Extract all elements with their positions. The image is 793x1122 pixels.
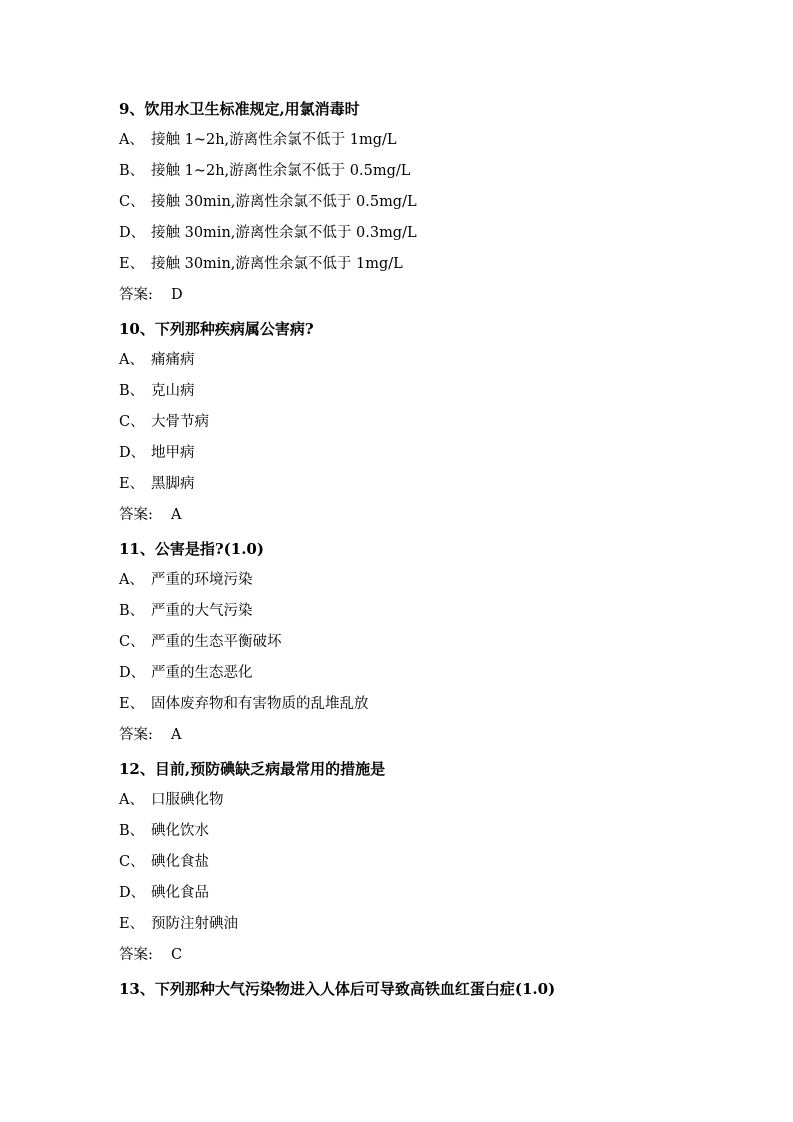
option-b: [119, 379, 719, 403]
option-letter: A、: [119, 792, 144, 808]
option-e: [119, 692, 719, 716]
option-a: [119, 128, 719, 152]
option-text: 黑脚病: [151, 476, 195, 492]
option-text: 碘化饮水: [151, 823, 209, 839]
option-c: [119, 410, 719, 434]
option-e: [119, 472, 719, 496]
option-text: 预防注射碘油: [151, 916, 238, 932]
option-a: [119, 348, 719, 372]
option-text: 接触 30min,游离性余氯不低于 0.3mg/L: [151, 225, 417, 241]
option-a: [119, 568, 719, 592]
answer-row: [119, 503, 719, 527]
answer-label: 答案:: [119, 727, 153, 743]
answer-label: 答案:: [119, 947, 153, 963]
option-letter: E、: [119, 916, 145, 932]
question-9: [119, 97, 719, 307]
option-letter: B、: [119, 823, 145, 839]
option-text: 碘化食盐: [151, 854, 209, 870]
question-list: [119, 97, 719, 1008]
answer-row: [119, 283, 719, 307]
option-letter: D、: [119, 885, 146, 901]
option-text: 固体废弃物和有害物质的乱堆乱放: [151, 696, 369, 712]
option-text: 接触 30min,游离性余氯不低于 1mg/L: [151, 256, 403, 272]
option-c: [119, 850, 719, 874]
answer-value: A: [171, 727, 182, 743]
option-text: 大骨节病: [151, 414, 209, 430]
option-letter: B、: [119, 163, 145, 179]
option-d: [119, 661, 719, 685]
question-13: [119, 977, 719, 1001]
option-c: [119, 630, 719, 654]
option-d: [119, 441, 719, 465]
option-d: [119, 881, 719, 905]
option-text: 地甲病: [151, 445, 195, 461]
option-letter: B、: [119, 383, 145, 399]
question-10: [119, 317, 719, 527]
option-letter: E、: [119, 256, 145, 272]
option-letter: A、: [119, 352, 144, 368]
option-text: 严重的环境污染: [151, 572, 253, 588]
option-text: 接触 1~2h,游离性余氯不低于 0.5mg/L: [151, 163, 411, 179]
question-title: 9、饮用水卫生标准规定,用氯消毒时: [119, 100, 360, 118]
option-text: 接触 1~2h,游离性余氯不低于 1mg/L: [151, 132, 397, 148]
option-text: 克山病: [151, 383, 195, 399]
option-letter: D、: [119, 225, 146, 241]
option-letter: A、: [119, 572, 144, 588]
option-text: 痛痛病: [151, 352, 195, 368]
answer-label: 答案:: [119, 287, 153, 303]
question-title: 13、下列那种大气污染物进入人体后可导致高铁血红蛋白症(1.0): [119, 980, 556, 998]
option-text: 严重的生态恶化: [151, 665, 253, 681]
answer-row: [119, 943, 719, 967]
option-c: [119, 190, 719, 214]
answer-row: [119, 723, 719, 747]
option-letter: B、: [119, 603, 145, 619]
option-text: 口服碘化物: [151, 792, 224, 808]
option-letter: C、: [119, 194, 145, 210]
question-12: [119, 757, 719, 967]
option-letter: E、: [119, 476, 145, 492]
option-text: 接触 30min,游离性余氯不低于 0.5mg/L: [151, 194, 417, 210]
option-b: [119, 599, 719, 623]
option-text: 碘化食品: [151, 885, 209, 901]
question-title: 12、目前,预防碘缺乏病最常用的措施是: [119, 760, 386, 778]
answer-value: C: [171, 947, 183, 963]
option-letter: D、: [119, 445, 146, 461]
option-letter: C、: [119, 414, 145, 430]
option-d: [119, 221, 719, 245]
option-b: [119, 159, 719, 183]
question-11: [119, 537, 719, 747]
option-letter: C、: [119, 854, 145, 870]
question-title: 10、下列那种疾病属公害病?: [119, 320, 314, 338]
question-title: 11、公害是指?(1.0): [119, 540, 264, 558]
answer-value: A: [171, 507, 182, 523]
option-a: [119, 788, 719, 812]
answer-label: 答案:: [119, 507, 153, 523]
option-letter: D、: [119, 665, 146, 681]
option-letter: C、: [119, 634, 145, 650]
option-e: [119, 912, 719, 936]
answer-value: D: [171, 287, 183, 303]
option-text: 严重的生态平衡破坏: [151, 634, 282, 650]
option-text: 严重的大气污染: [151, 603, 253, 619]
option-letter: E、: [119, 696, 145, 712]
option-e: [119, 252, 719, 276]
option-letter: A、: [119, 132, 144, 148]
option-b: [119, 819, 719, 843]
